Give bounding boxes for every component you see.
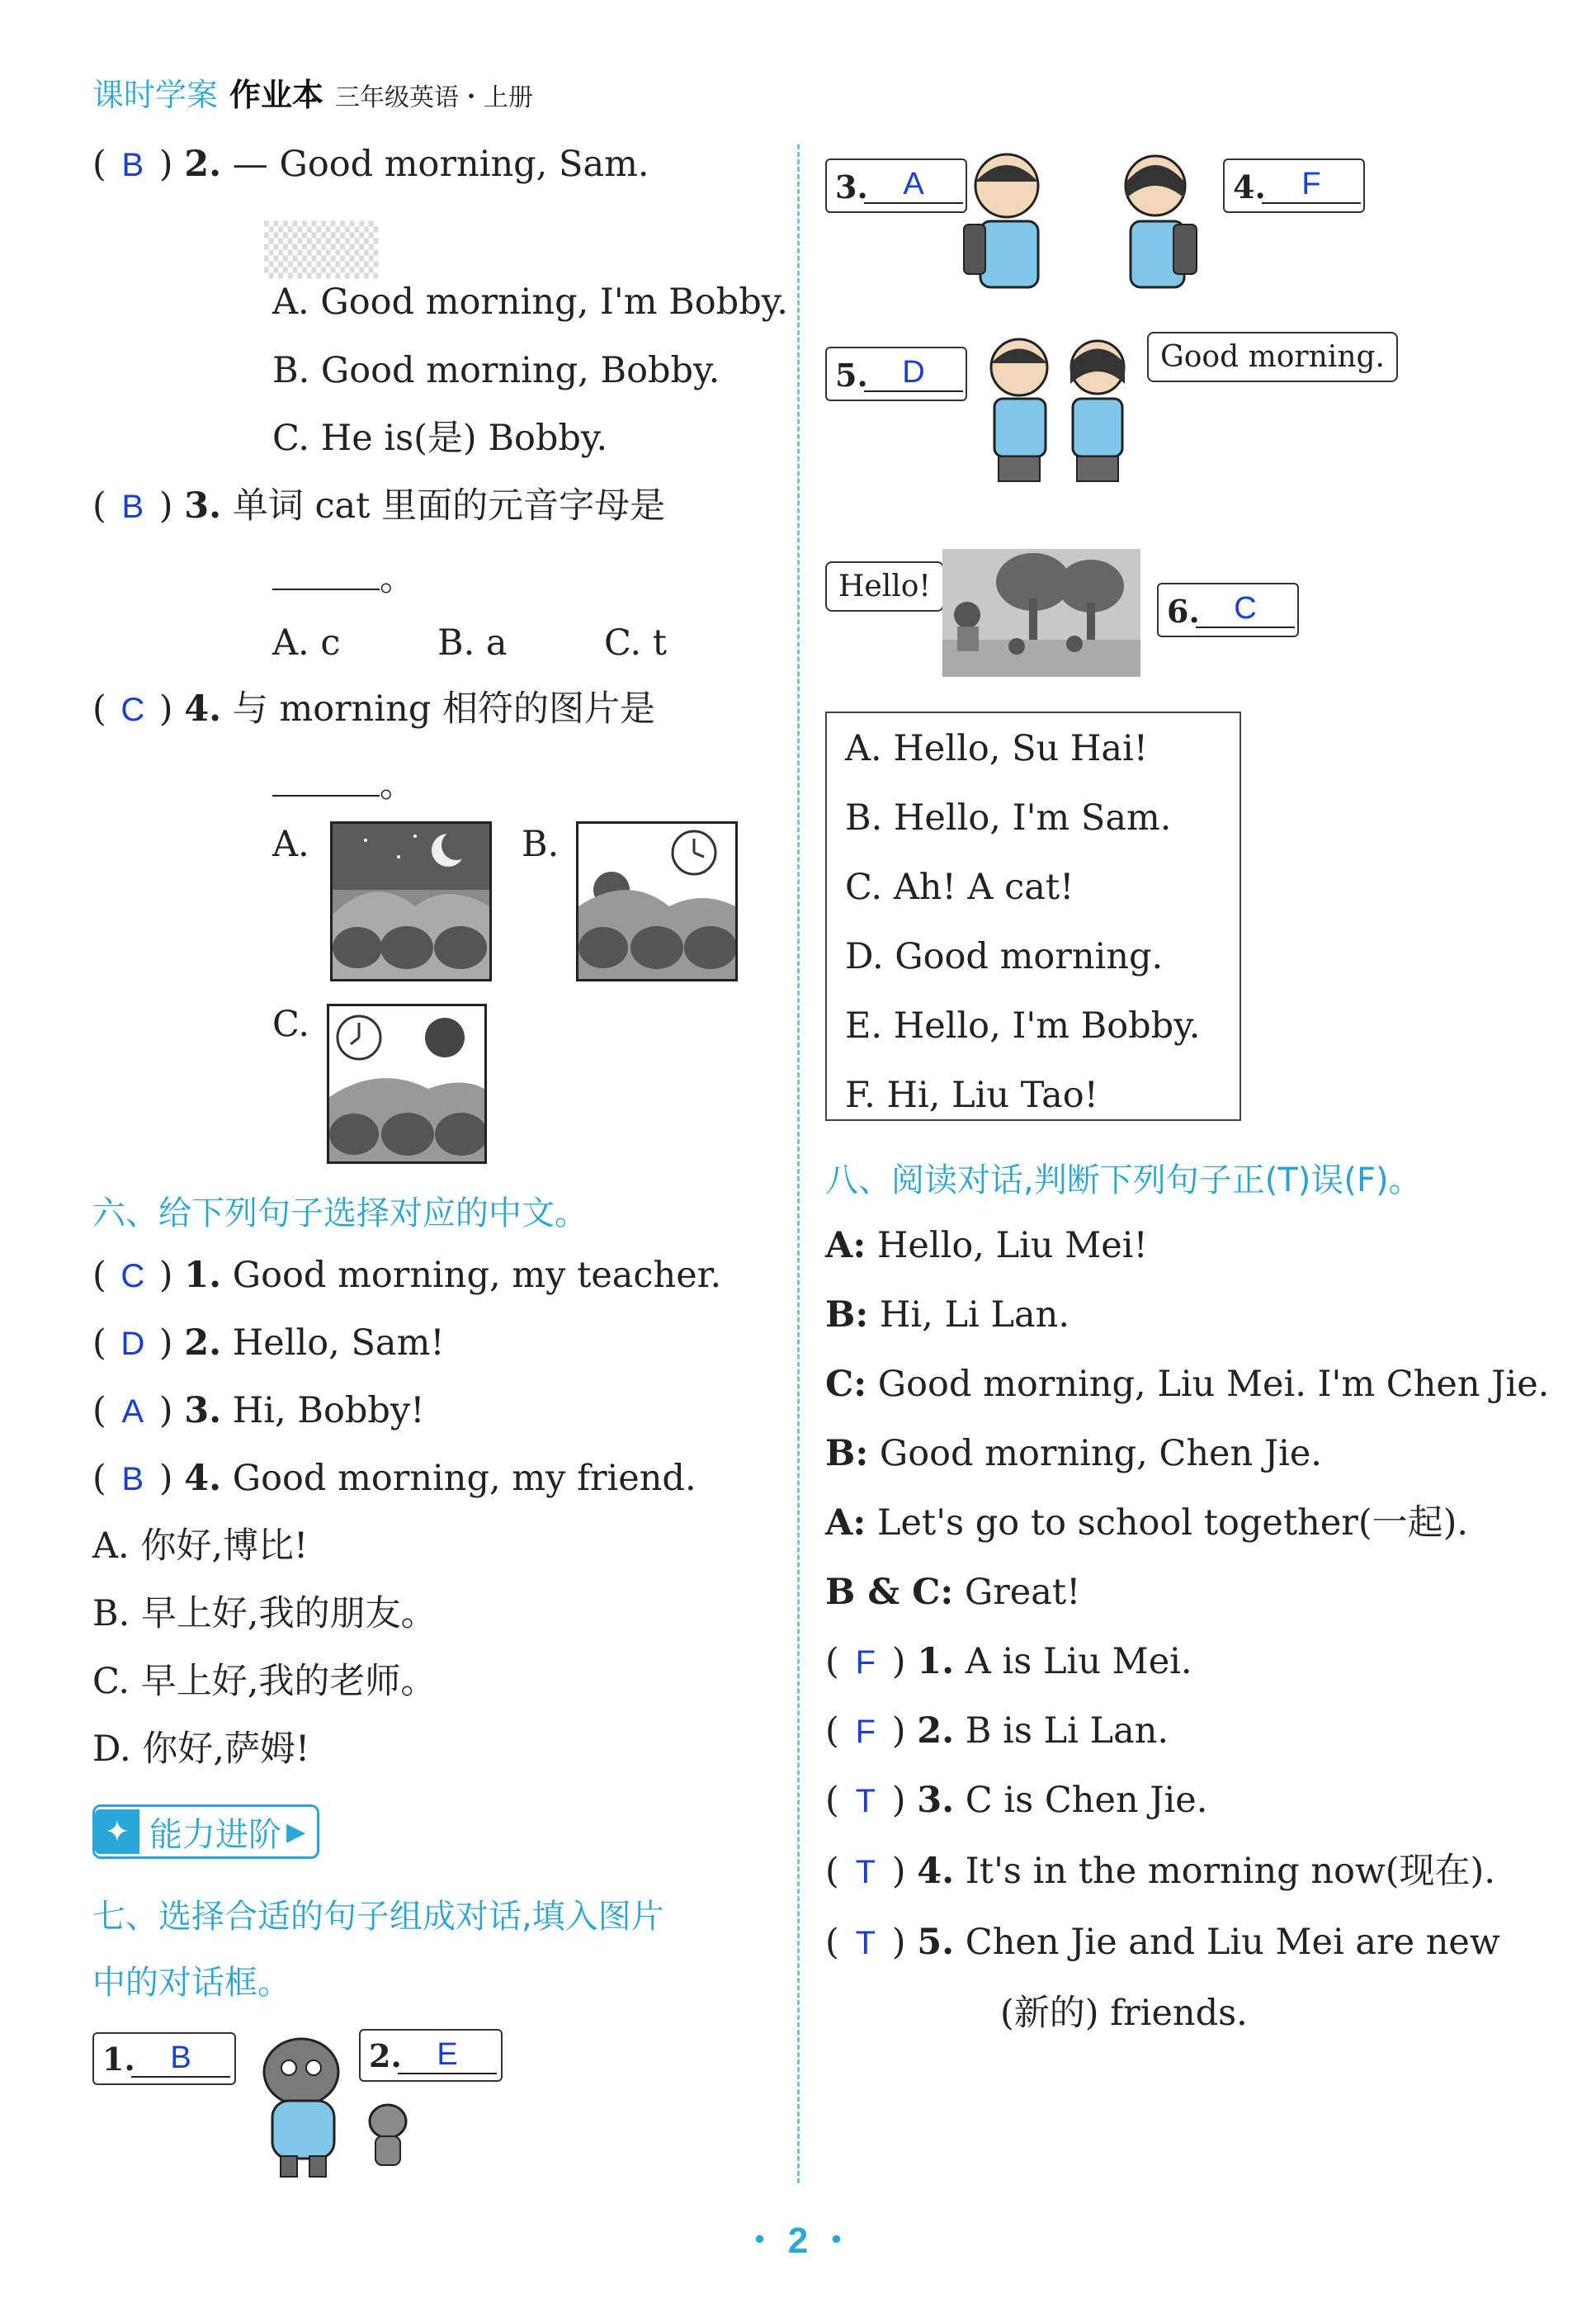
- answer-s6-4: B: [121, 1461, 144, 1497]
- arrow-right-icon: ▶: [286, 1817, 306, 1847]
- q2-number: 2.: [184, 144, 222, 185]
- q4-option-a-label: A.: [272, 824, 309, 865]
- option-d: D. Good morning.: [845, 936, 1164, 977]
- s6-1-text: Good morning, my teacher.: [232, 1255, 722, 1296]
- dialog-line-4: [825, 1433, 1322, 1474]
- q4-tail: 。: [380, 764, 415, 806]
- q2-option-c: C. He is(是) Bobby.: [272, 418, 608, 459]
- s8-item-2: ( F ) 2. B is Li Lan.: [825, 1710, 1169, 1752]
- section-7-title-2: 中的对话框。: [92, 1964, 290, 2002]
- s6-item-1: ( C ) 1. Good morning, my teacher.: [92, 1255, 722, 1296]
- s8-2-text: B is Li Lan.: [965, 1710, 1169, 1752]
- dialog-text-2: Hi, Li Lan.: [879, 1294, 1070, 1336]
- answer-q3: B: [121, 489, 144, 525]
- dialog-box-1: [92, 2032, 236, 2085]
- options-box: [825, 712, 1241, 1121]
- q3-option-a: A. c: [272, 622, 341, 664]
- q2-option-a: A. Good morning, I'm Bobby.: [272, 281, 788, 323]
- boy-and-girl-greeting-illustration: [957, 149, 1213, 297]
- q3-option-b: B. a: [437, 622, 508, 664]
- question-3: ( B ) 3. 单词 cat 里面的元音字母是: [92, 485, 666, 527]
- dialog-text-3: Good morning, Liu Mei. I'm Chen Jie.: [877, 1364, 1550, 1405]
- s8-3-number: 3.: [917, 1780, 955, 1821]
- grade-label: 三年级英语・上册: [335, 83, 534, 112]
- s8-2-number: 2.: [917, 1710, 955, 1752]
- question-4: ( C ) 4. 与 morning 相符的图片是: [92, 688, 656, 730]
- dialog-box-5: [825, 347, 967, 401]
- speaker-3: C:: [825, 1364, 867, 1405]
- question-2: ( B ) 2. — Good morning, Sam.: [92, 144, 649, 185]
- box-2-answer: E: [398, 2037, 497, 2074]
- s6-2-number: 2.: [184, 1322, 222, 1364]
- column-divider: [797, 144, 800, 2183]
- s6-2-text: Hello, Sam!: [232, 1322, 445, 1364]
- section-8-title: 八、阅读对话,判断下列句子正(T)误(F)。: [825, 1161, 1422, 1199]
- section-6-title: 六、给下列句子选择对应的中文。: [92, 1194, 588, 1232]
- book-label: 作业本: [229, 77, 324, 113]
- speaker-1: A:: [825, 1225, 866, 1266]
- dialog-line-2: [825, 1294, 1070, 1336]
- box-2-number: 2.: [369, 2037, 402, 2074]
- q4-option-b-label: B.: [522, 824, 560, 865]
- s8-item-1: ( F ) 1. A is Liu Mei.: [825, 1641, 1192, 1682]
- answer-s6-2: D: [120, 1326, 145, 1362]
- answer-s6-3: A: [121, 1393, 144, 1430]
- s8-4-text: It's in the morning now(现在).: [965, 1851, 1495, 1892]
- q4-number: 4.: [184, 688, 222, 730]
- q3-option-c: C. t: [604, 622, 667, 664]
- box-1-answer: B: [131, 2041, 230, 2078]
- answer-s8-5: T: [855, 1925, 876, 1961]
- park-scene-illustration: [942, 549, 1140, 677]
- s8-item-3: ( T ) 3. C is Chen Jie.: [825, 1780, 1208, 1821]
- box-4-answer: F: [1262, 167, 1361, 204]
- dialog-text-5: Let's go to school together(一起).: [876, 1502, 1469, 1544]
- box-6-answer: C: [1196, 591, 1295, 628]
- s8-5-number: 5.: [917, 1922, 955, 1963]
- answer-q2: B: [121, 147, 144, 183]
- answer-s8-1: F: [855, 1644, 876, 1681]
- section-7-title-1: 七、选择合适的句子组成对话,填入图片: [92, 1898, 664, 1936]
- speech-bubble-good-morning: Good morning.: [1147, 332, 1398, 382]
- box-1-number: 1.: [102, 2041, 135, 2078]
- option-b: B. Hello, I'm Sam.: [845, 797, 1172, 839]
- dialog-line-3: [825, 1364, 1550, 1405]
- q4-option-c-label: C.: [272, 1004, 310, 1045]
- s6-3-number: 3.: [184, 1390, 222, 1431]
- s8-1-number: 1.: [917, 1641, 955, 1682]
- s6-item-2: ( D ) 2. Hello, Sam!: [92, 1322, 445, 1364]
- s6-item-4: ( B ) 4. Good morning, my friend.: [92, 1458, 696, 1499]
- s8-item-5: ( T ) 5. Chen Jie and Liu Mei are new: [825, 1922, 1500, 1963]
- runner-icon: ✦: [95, 1809, 139, 1854]
- speaker-2: B:: [825, 1294, 869, 1336]
- s6-4-number: 4.: [184, 1458, 222, 1499]
- dialog-line-6: [825, 1572, 1081, 1613]
- dialog-line-5: [825, 1502, 1469, 1544]
- s6-choice-b: B. 早上好,我的朋友。: [92, 1593, 437, 1634]
- s8-5-text: Chen Jie and Liu Mei are new: [965, 1922, 1500, 1963]
- s6-3-text: Hi, Bobby!: [232, 1390, 425, 1431]
- q3-blank: [272, 558, 415, 599]
- watermark: ▒▒▒: [264, 221, 379, 279]
- dialog-box-3: [825, 158, 967, 213]
- two-children-illustration: [978, 334, 1143, 483]
- s8-item-4: ( T ) 4. It's in the morning now(现在).: [825, 1851, 1495, 1892]
- speaker-5: A:: [825, 1502, 866, 1544]
- evening-picture: [576, 821, 738, 981]
- box-6-number: 6.: [1167, 593, 1200, 630]
- dialog-text-6: Great!: [964, 1572, 1081, 1613]
- q3-tail: 。: [380, 558, 415, 599]
- s6-choice-c: C. 早上好,我的老师。: [92, 1661, 437, 1702]
- q3-text: 单词 cat 里面的元音字母是: [232, 485, 666, 527]
- cat-and-mouse-illustration: [239, 2022, 437, 2187]
- s6-choice-a: A. 你好,博比!: [92, 1525, 309, 1567]
- answer-s8-4: T: [855, 1854, 876, 1890]
- s6-4-text: Good morning, my friend.: [232, 1458, 696, 1499]
- night-picture: [330, 821, 492, 981]
- dialog-box-6: [1157, 583, 1299, 637]
- speaker-6: B & C:: [825, 1572, 954, 1613]
- dialog-box-4: [1223, 158, 1365, 213]
- s6-1-number: 1.: [184, 1255, 222, 1296]
- s6-item-3: ( A ) 3. Hi, Bobby!: [92, 1390, 425, 1431]
- morning-picture: [327, 1004, 487, 1164]
- s8-4-number: 4.: [917, 1851, 955, 1892]
- s8-1-text: A is Liu Mei.: [965, 1641, 1192, 1682]
- option-f: F. Hi, Liu Tao!: [845, 1075, 1098, 1116]
- option-e: E. Hello, I'm Bobby.: [845, 1005, 1201, 1047]
- answer-s8-3: T: [855, 1783, 876, 1819]
- option-c: C. Ah! A cat!: [845, 867, 1074, 908]
- box-5-number: 5.: [835, 357, 868, 394]
- dialog-line-1: [825, 1225, 1148, 1266]
- q3-number: 3.: [184, 485, 222, 527]
- page-number: ・ 2 ・: [741, 2220, 855, 2261]
- s8-item-5-continued: (新的) friends.: [1000, 1993, 1248, 2034]
- brand-label: 课时学案: [92, 77, 219, 113]
- dialog-text-1: Hello, Liu Mei!: [876, 1225, 1148, 1266]
- q4-blank: [272, 764, 415, 806]
- q2-option-b: B. Good morning, Bobby.: [272, 350, 720, 391]
- level-badge: [92, 1804, 319, 1859]
- box-3-number: 3.: [835, 168, 868, 206]
- page-header: [92, 69, 533, 111]
- q2-text: — Good morning, Sam.: [232, 144, 649, 185]
- dialog-text-4: Good morning, Chen Jie.: [879, 1433, 1322, 1474]
- speaker-4: B:: [825, 1433, 869, 1474]
- answer-s8-2: F: [855, 1714, 876, 1750]
- q4-text: 与 morning 相符的图片是: [232, 688, 656, 730]
- badge-label: 能力进阶: [149, 1815, 281, 1854]
- s8-3-text: C is Chen Jie.: [965, 1780, 1208, 1821]
- box-3-answer: A: [864, 167, 963, 204]
- answer-q4: C: [120, 692, 145, 728]
- option-a: A. Hello, Su Hai!: [845, 728, 1149, 769]
- box-5-answer: D: [864, 355, 963, 392]
- answer-s6-1: C: [120, 1258, 145, 1294]
- s6-choice-d: D. 你好,萨姆!: [92, 1728, 310, 1770]
- speech-bubble-hello: Hello!: [825, 561, 944, 612]
- box-4-number: 4.: [1233, 168, 1266, 206]
